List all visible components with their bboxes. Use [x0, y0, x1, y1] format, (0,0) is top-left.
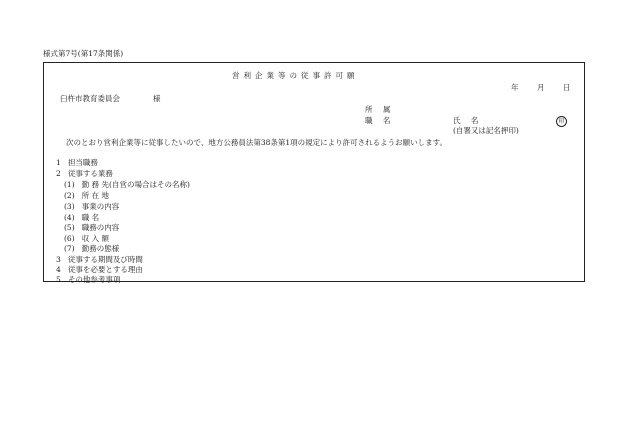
subitem-number: (7) [64, 244, 75, 253]
subitem-label: 職 名 [81, 213, 100, 222]
subitem-income [64, 235, 109, 243]
subitem-number: (4) [64, 213, 75, 222]
subitem-duty-content [64, 224, 119, 232]
signature-note: (自署又は記名押印) [453, 126, 519, 135]
item-number: 3 [56, 255, 61, 264]
subitem-number: (6) [64, 234, 75, 243]
subitem-number: (3) [64, 202, 75, 211]
name-label: 氏 名 [453, 116, 483, 125]
subitem-label: 職務の内容 [81, 223, 120, 232]
date-year: 年 [511, 83, 519, 92]
item-assigned-duties [56, 159, 98, 167]
addressee: 臼杵市教育委員会 [60, 94, 120, 103]
affiliation-label: 所 属 [365, 105, 395, 114]
request-text: 次のとおり営利企業等に従事したいので、地方公務員法第38条第1項の規定により許可されるようお願いします。 [66, 138, 448, 147]
form-frame [43, 62, 585, 282]
subitem-work-style [64, 245, 119, 253]
honorific: 様 [153, 94, 161, 103]
date-month: 月 [537, 83, 545, 92]
subitem-business-content [64, 203, 119, 211]
item-other [56, 276, 120, 284]
subitem-number: (1) [64, 180, 75, 189]
item-label: 従事する期間及び時間 [67, 255, 143, 264]
item-label: 従事する業務 [67, 169, 113, 178]
seal-mark: 印 [556, 116, 567, 127]
item-number: 1 [56, 158, 61, 167]
subitem-employer [64, 181, 190, 189]
item-number: 4 [56, 265, 61, 274]
item-period [56, 256, 143, 264]
item-label: 従事を必要とする理由 [67, 265, 143, 274]
subitem-position [64, 214, 99, 222]
seal-icon [556, 116, 567, 127]
item-reason [56, 266, 143, 274]
form-title: 営利企業等の従事許可願 [232, 71, 359, 80]
subitem-label: 勤 務 先(自営の場合はその名称) [81, 180, 190, 189]
date-day: 日 [563, 83, 571, 92]
subitem-label: 収 入 額 [81, 234, 110, 243]
item-business [56, 170, 113, 178]
item-number: 2 [56, 169, 61, 178]
subitem-label: 所 在 地 [81, 191, 110, 200]
form-number: 様式第7号(第17条関係) [43, 49, 124, 58]
item-label: 担当職務 [67, 158, 98, 167]
subitem-label: 勤務の態様 [81, 244, 120, 253]
item-label: その他参考事項 [67, 275, 121, 284]
item-number: 5 [56, 275, 61, 284]
subitem-number: (5) [64, 223, 75, 232]
subitem-location [64, 192, 109, 200]
subitem-label: 事業の内容 [81, 202, 120, 211]
position-label: 職 名 [365, 116, 395, 125]
subitem-number: (2) [64, 191, 75, 200]
